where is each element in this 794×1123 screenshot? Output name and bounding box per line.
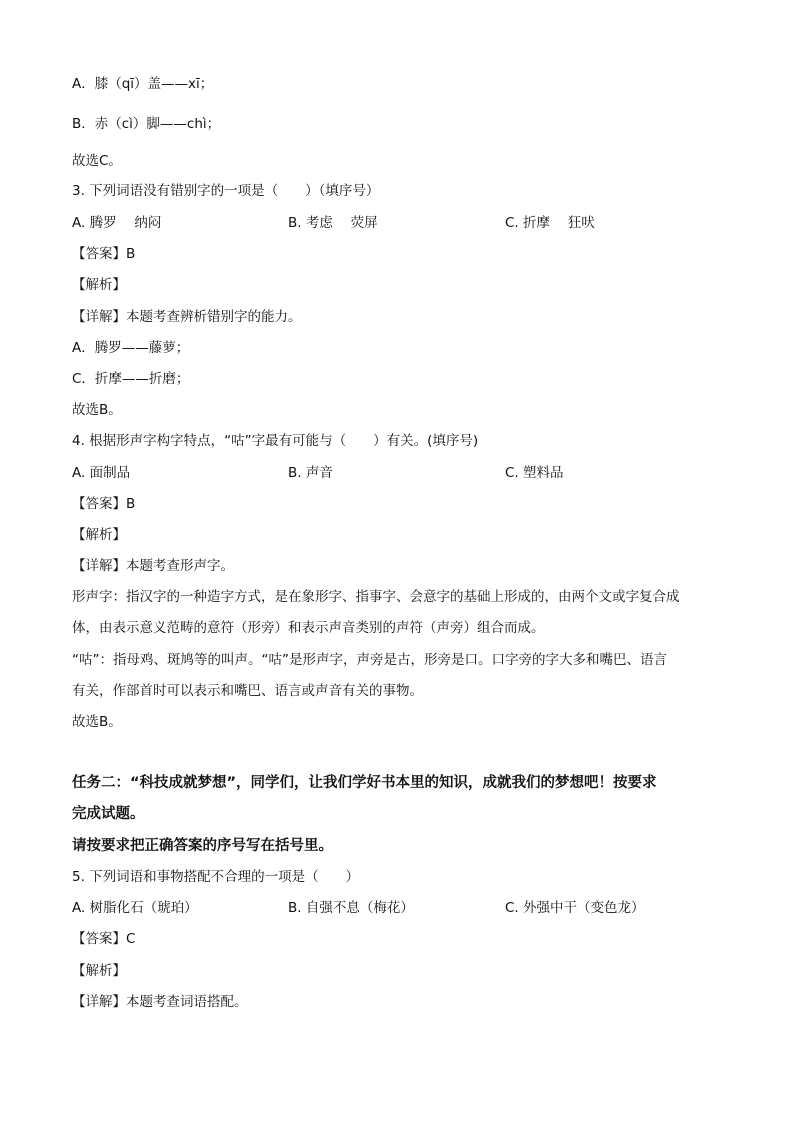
task2-heading-line: 完成试题。 [72, 806, 145, 822]
q4-question: 4. 根据形声字构字特点，“咕”字最有可能与（ ）有关。(填序号) [72, 433, 479, 449]
q2-option-b-note: B．赤（cì）脚——chì； [72, 116, 221, 132]
q3-option-c: C. 折摩 狂吠 [505, 215, 595, 231]
q4-analysis-label: 【解析】 [72, 527, 126, 543]
q5-answer: 【答案】C [72, 931, 136, 947]
q4-conclusion: 故选B。 [72, 714, 122, 730]
q4-detail: 【详解】本题考查形声字。 [72, 558, 234, 574]
q4-explanation-line: “咕”：指母鸡、斑鸠等的叫声。“咕”是形声字，声旁是古，形旁是口。口字旁的字大多和嘴巴、语言 [72, 652, 667, 668]
task2-instruction: 请按要求把正确答案的序号写在括号里。 [72, 838, 333, 854]
q4-option-a: A. 面制品 [72, 465, 131, 481]
q5-question: 5. 下列词语和事物搭配不合理的一项是（ ） [72, 869, 360, 885]
q4-option-c: C. 塑料品 [505, 465, 564, 481]
q3-detail: 【详解】本题考查辨析错别字的能力。 [72, 309, 302, 325]
q4-answer: 【答案】B [72, 496, 136, 512]
task2-heading-line: 任务二：“科技成就梦想”，同学们，让我们学好书本里的知识，成就我们的梦想吧！按要求 [72, 775, 657, 791]
q3-question: 3. 下列词语没有错别字的一项是（ ）（填序号） [72, 183, 380, 199]
q4-explanation-line: 体，由表示意义范畴的意符（形旁）和表示声音类别的声符（声旁）组合而成。 [72, 620, 545, 636]
q5-detail: 【详解】本题考查词语搭配。 [72, 994, 248, 1010]
q5-option-a: A. 树脂化石（琥珀） [72, 900, 198, 916]
q3-option-a: A. 腾罗 纳闷 [72, 215, 162, 231]
q4-explanation-line: 形声字：指汉字的一种造字方式，是在象形字、指事字、会意字的基础上形成的，由两个文或字复合成 [72, 589, 680, 605]
q3-option-b: B. 考虑 荧屏 [288, 215, 378, 231]
q5-option-c: C. 外强中干（变色龙） [505, 900, 645, 916]
q5-option-b: B. 自强不息（梅花） [288, 900, 414, 916]
q3-note-a: A．腾罗——藤萝； [72, 340, 190, 356]
q3-analysis-label: 【解析】 [72, 277, 126, 293]
q4-explanation-line: 有关，作部首时可以表示和嘴巴、语言或声音有关的事物。 [72, 683, 423, 699]
q3-answer: 【答案】B [72, 246, 136, 262]
q4-option-b: B. 声音 [288, 465, 333, 481]
q2-conclusion: 故选C。 [72, 153, 122, 169]
q3-conclusion: 故选B。 [72, 402, 122, 418]
q2-option-a-note: A．膝（qī）盖——xī； [72, 76, 214, 92]
q5-analysis-label: 【解析】 [72, 963, 126, 979]
q3-note-c: C．折摩——折磨； [72, 371, 190, 387]
